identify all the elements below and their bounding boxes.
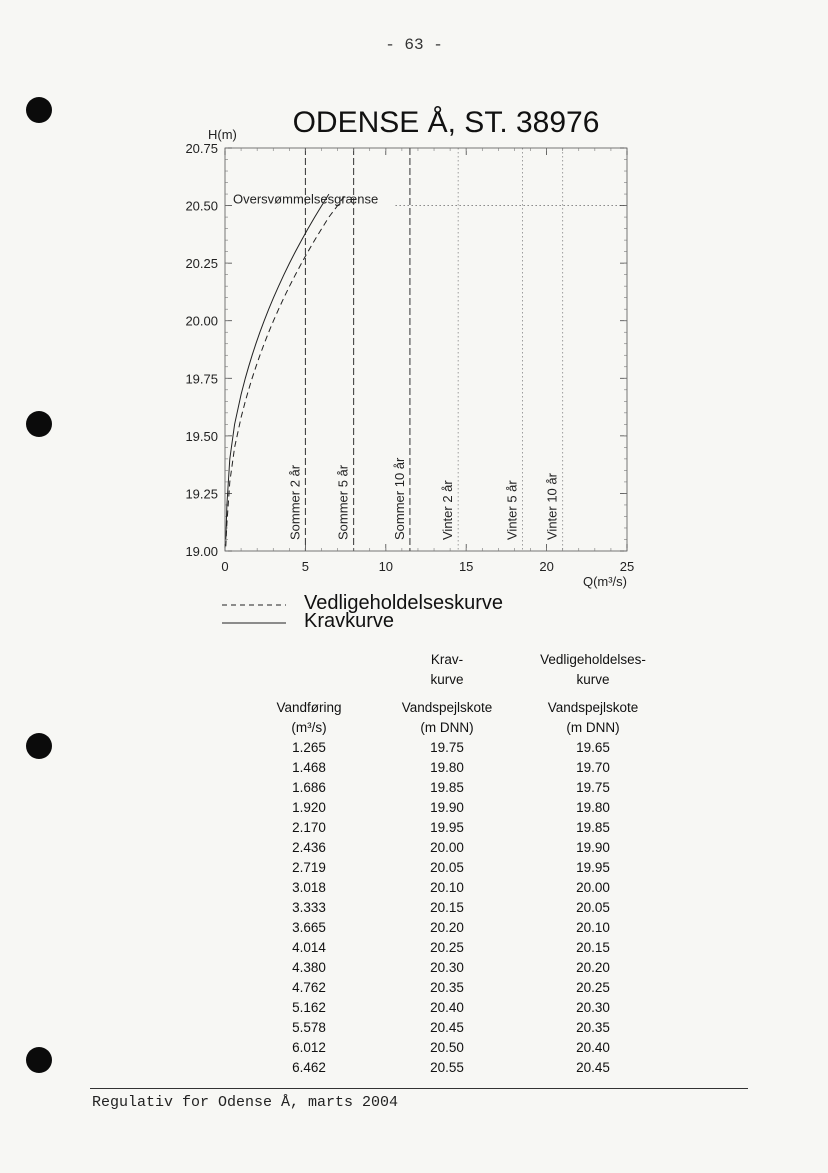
cell-vandforing: 3.333	[292, 900, 326, 915]
cell-vandforing: 5.162	[292, 1000, 326, 1015]
cell-vandforing: 1.920	[292, 800, 326, 815]
cell-krav-kote: 20.15	[430, 900, 464, 915]
cell-vedligehold-kote: 20.05	[576, 900, 610, 915]
group-header-1	[246, 650, 372, 690]
table-row	[246, 1038, 664, 1058]
cell-vandforing: 4.380	[292, 960, 326, 975]
table-row	[246, 758, 664, 778]
cell-krav-kote: 20.20	[430, 920, 464, 935]
cell-krav-kote: 20.30	[430, 960, 464, 975]
cell-krav-kote: 20.50	[430, 1040, 464, 1055]
table-row	[246, 938, 664, 958]
cell-vedligehold-kote: 20.15	[576, 940, 610, 955]
page-number: - 63 -	[385, 36, 443, 54]
cell-vandforing: 2.170	[292, 820, 326, 835]
x-tick-label: 20	[539, 559, 554, 574]
table-row	[246, 1058, 664, 1078]
cell-vandforing: 3.018	[292, 880, 326, 895]
table-row	[246, 1018, 664, 1038]
y-tick-label: 20.00	[185, 313, 218, 329]
x-tick-label: 0	[221, 559, 229, 574]
y-tick-label: 20.50	[185, 198, 218, 214]
table-row	[246, 898, 664, 918]
table-row	[246, 778, 664, 798]
punch-hole-3	[26, 733, 52, 759]
cell-vedligehold-kote: 20.40	[576, 1040, 610, 1055]
reference-line-label: Sommer 5 år	[335, 464, 351, 540]
x-tick-label: 15	[458, 559, 474, 574]
cell-vedligehold-kote: 19.70	[576, 760, 610, 775]
x-tick-label: 25	[619, 559, 635, 574]
cell-vandforing: 6.012	[292, 1040, 326, 1055]
cell-vedligehold-kote: 20.45	[576, 1060, 610, 1075]
y-axis-label: H(m)	[208, 127, 237, 142]
reference-line-label: Vinter 2 år	[440, 480, 456, 540]
cell-vedligehold-kote: 20.30	[576, 1000, 610, 1015]
cell-krav-kote: 19.95	[430, 820, 464, 835]
table-row	[246, 838, 664, 858]
table-row	[246, 798, 664, 818]
cell-krav-kote: 20.55	[430, 1060, 464, 1075]
flood-level-label: Oversvømmelsesgrænse	[233, 191, 379, 207]
cell-vandforing: 1.686	[292, 780, 326, 795]
reference-line-label: Vinter 5 år	[504, 480, 520, 540]
cell-krav-kote: 20.05	[430, 860, 464, 875]
legend-solid-label: Kravkurve	[304, 610, 395, 632]
footer-text: Regulativ for Odense Å, marts 2004	[92, 1094, 399, 1111]
cell-krav-kote: 19.75	[430, 740, 464, 755]
cell-vandforing: 2.719	[292, 860, 326, 875]
cell-vedligehold-kote: 20.25	[576, 980, 610, 995]
y-tick-label: 19.50	[185, 428, 218, 444]
water-level-table	[246, 650, 664, 1078]
footer-rule	[90, 1088, 748, 1089]
cell-krav-kote: 20.00	[430, 840, 464, 855]
table-row	[246, 818, 664, 838]
y-tick-label: 20.75	[185, 141, 218, 156]
table-row	[246, 878, 664, 898]
y-tick-label: 19.75	[185, 371, 218, 387]
cell-vandforing: 1.468	[292, 760, 326, 775]
table-row	[246, 998, 664, 1018]
cell-vandforing: 1.265	[292, 740, 326, 755]
table-row	[246, 738, 664, 758]
cell-vedligehold-kote: 20.35	[576, 1020, 610, 1035]
cell-vandforing: 5.578	[292, 1020, 326, 1035]
cell-vedligehold-kote: 20.10	[576, 920, 610, 935]
kravkurve-line	[226, 194, 329, 539]
cell-vedligehold-kote: 19.85	[576, 820, 610, 835]
table-row	[246, 858, 664, 878]
vedligeholdelseskurve-line	[226, 194, 346, 546]
reference-line-label: Sommer 10 år	[391, 457, 407, 540]
header-krav-kote: Vandspejlskote (m DNN)	[401, 700, 493, 735]
y-tick-label: 20.25	[185, 256, 218, 272]
cell-vandforing: 6.462	[292, 1060, 326, 1075]
cell-vedligehold-kote: 19.75	[576, 780, 610, 795]
cell-krav-kote: 20.25	[430, 940, 464, 955]
plot-frame	[225, 148, 627, 551]
table-row	[246, 958, 664, 978]
cell-krav-kote: 20.40	[430, 1000, 464, 1015]
y-tick-label: 19.00	[185, 544, 218, 559]
cell-vandforing: 4.762	[292, 980, 326, 995]
cell-vedligehold-kote: 19.65	[576, 740, 610, 755]
cell-vedligehold-kote: 20.00	[576, 880, 610, 895]
table-row	[246, 978, 664, 998]
table-header-row	[246, 690, 664, 738]
cell-vedligehold-kote: 20.20	[576, 960, 610, 975]
cell-vedligehold-kote: 19.80	[576, 800, 610, 815]
reference-line-label: Sommer 2 år	[287, 464, 303, 540]
cell-krav-kote: 20.45	[430, 1020, 464, 1035]
x-tick-label: 5	[301, 559, 310, 574]
cell-vandforing: 3.665	[292, 920, 326, 935]
table-row	[246, 918, 664, 938]
y-tick-label: 19.25	[185, 486, 218, 502]
cell-krav-kote: 20.10	[430, 880, 464, 895]
cell-krav-kote: 20.35	[430, 980, 464, 995]
cell-krav-kote: 19.85	[430, 780, 464, 795]
legend-solid-line	[222, 610, 286, 636]
header-vedligehold-kote: Vandspejlskote (m DNN)	[547, 700, 639, 735]
cell-vedligehold-kote: 19.95	[576, 860, 610, 875]
group-header-krav: Krav- kurve	[430, 652, 464, 687]
header-vandforing: Vandføring (m³/s)	[276, 700, 342, 735]
chart-title: ODENSE Å, ST. 38976	[292, 106, 600, 139]
group-header-vedligehold: Vedligeholdelses- kurve	[540, 652, 646, 687]
cell-vandforing: 4.014	[292, 940, 326, 955]
cell-vandforing: 2.436	[292, 840, 326, 855]
x-tick-label: 10	[378, 559, 394, 574]
legend-dashed-label: Vedligeholdelseskurve	[304, 592, 504, 614]
cell-krav-kote: 19.90	[430, 800, 464, 815]
table-group-header-row	[246, 650, 664, 690]
reference-line-label: Vinter 10 år	[544, 473, 560, 540]
cell-vedligehold-kote: 19.90	[576, 840, 610, 855]
punch-hole-4	[26, 1047, 52, 1073]
cell-krav-kote: 19.80	[430, 760, 464, 775]
x-axis-label: Q(m³/s)	[582, 574, 627, 589]
